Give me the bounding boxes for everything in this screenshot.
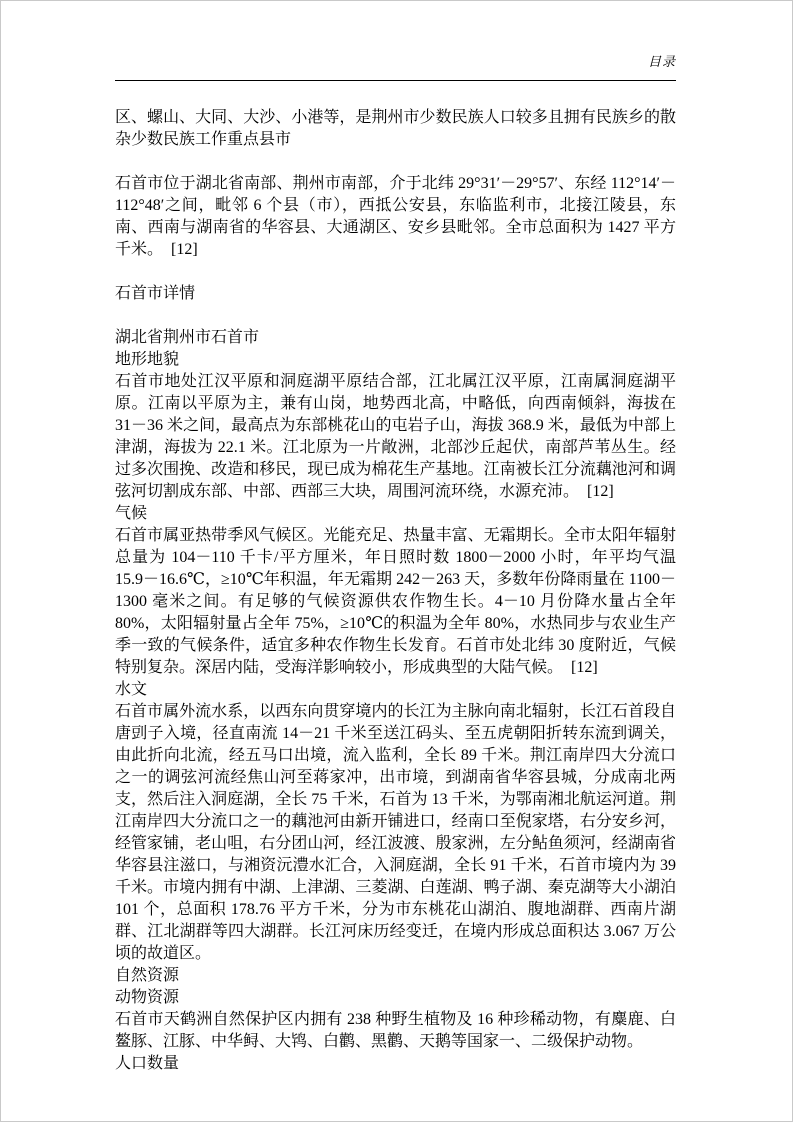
section-heading: 人口数量 [115,1055,180,1072]
blank-line [115,151,676,173]
section-heading: 湖北省荆州市石首市 [115,329,260,346]
paragraph: 石首市地处江汉平原和洞庭湖平原结合部，江北属江汉平原，江南属洞庭湖平原。江南以平原为主，兼有山岗，地势西北高，中略低，向西南倾斜，海拔在 31－36 米之间，最高点为东部桃花山的屯岩子山，海拔 368.9 米，最低为中部上津湖，海拔为 22.1 米。江北原为一片敞洲，北部沙丘起伏，南部芦苇丛生。经过多次围挽、改造和移民，现已成为棉花生产基地。江南被长江分流藕池河和调弦河切割成东部、中部、西部三大块，周围河流环绕，水源充沛。 [12] [115,373,676,500]
paragraph: 区、螺山、大同、大沙、小港等，是荆州市少数民族人口较多且拥有民族乡的散杂少数民族工作重点县市 [115,109,676,148]
section-heading: 动物资源 [115,989,180,1006]
section-heading: 自然资源 [115,967,180,984]
paragraph: 石首市位于湖北省南部、荆州市南部，介于北纬 29°31′－29°57′、东经 112°14′－112°48′之间，毗邻 6 个县（市），西抵公安县，东临监利市，北接江陵县，东南、西南与湖南省的华容县、大通湖区、安乡县毗邻。全市总面积为 1427 平方千米。 [12] [115,175,676,258]
paragraph: 石首市天鹤洲自然保护区内拥有 238 种野生植物及 16 种珍稀动物，有麋鹿、白鳌豚、江豚、中华鲟、大鸨、白鹳、黑鹳、天鹅等国家一、二级保护动物。 [115,1011,676,1050]
page-header [115,51,676,71]
paragraph: 石首市属亚热带季风气候区。光能充足、热量丰富、无霜期长。全市太阳年辐射总量为 104－110 千卡/平方厘米，年日照时数 1800－2000 小时，年平均气温 15.9－16.6℃，≥10℃年积温，年无霜期 242－263 天，多数年份降雨量在 1100－1300 毫米之间。有足够的气候资源供农作物生长。4－10 月份降水量占全年 80%，太阳辐射量占全年 75%，≥10℃的积温为全年 80%，水热同步与农业生产季一致的气候条件，适宜多种农作物生长发育。石首市处北纬 30 度附近，气候特别复杂。深居内陆，受海洋影响较小，形成典型的大陆气候。 [12] [115,527,676,676]
section-heading: 水文 [115,681,148,698]
section-heading: 石首市详情 [115,285,196,302]
document-content [115,107,676,1075]
paragraph: 石首市属外流水系，以西东向贯穿境内的长江为主脉向南北辐射，长江石首段自唐剅子入境，径直南流 14－21 千米至送江码头、至五虎朝阳折转东流到调关，由此折向北流，经五马口出境，流入监利，全长 89 千米。荆江南岸四大分流口之一的调弦河流经焦山河至蒋家冲，出市境，到湖南省华容县城，分成南北两支，然后注入洞庭湖，全长 75 千米，石首为 13 千米，为鄂南湘北航运河道。荆江南岸四大分流口之一的藕池河由新开铺进口，经南口至倪家塔，右分安乡河，经管家铺，老山咀，右分团山河，经江波渡、殷家洲，左分鲇鱼须河，经湖南省华容县注滋口，与湘资沅澧水汇合，入洞庭湖，全长 91 千米，石首市境内为 39 千米。市境内拥有中湖、上津湖、三菱湖、白莲湖、鸭子湖、秦克湖等大小湖泊 101 个，总面积 178.76 平方千米，分为市东桃花山湖泊、腹地湖群、西南片湖群、江北湖群等四大湖群。长江河床历经变迁，在境内形成总面积达 3.067 万公顷的故道区。 [115,703,676,962]
blank-line [115,305,676,327]
section-heading: 气候 [115,505,148,522]
section-heading: 地形地貌 [115,351,180,368]
blank-line [115,261,676,283]
header-title: 目录 [647,54,676,69]
header-rule [115,80,676,81]
